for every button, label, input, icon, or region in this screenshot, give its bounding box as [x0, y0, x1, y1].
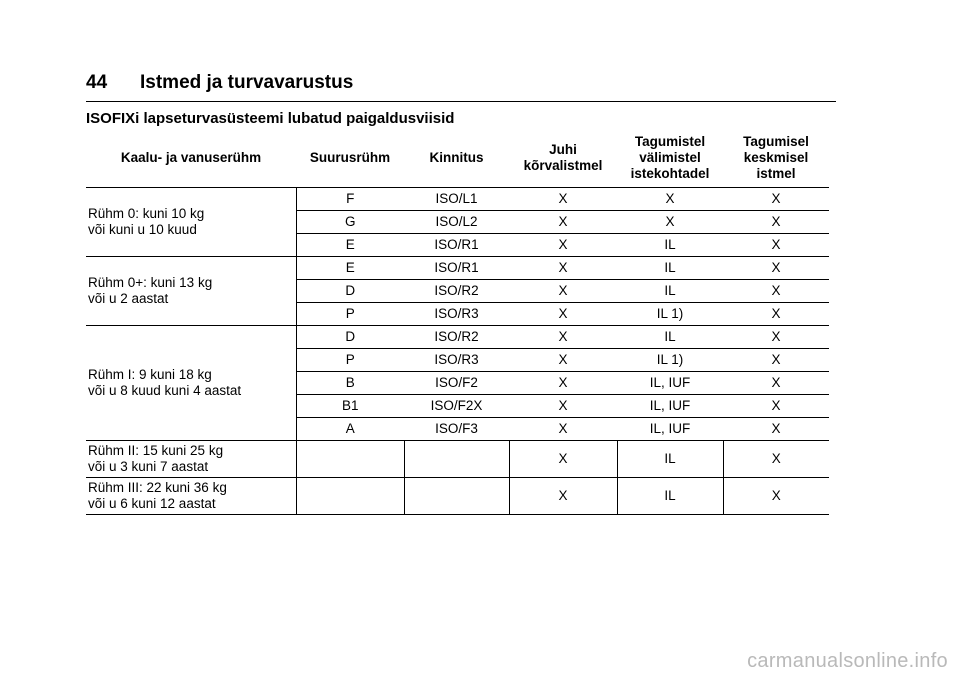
column-header-line: keskmisel [743, 149, 809, 165]
table-cell: P [296, 303, 404, 326]
group-label-cell [86, 188, 296, 257]
table-cell: X [509, 478, 617, 515]
table-body [86, 188, 829, 515]
table-cell: IL [617, 257, 723, 280]
table-cell [296, 441, 404, 478]
table-cell: X [509, 372, 617, 395]
table-cell: IL [617, 234, 723, 257]
table-cell: IL 1) [617, 303, 723, 326]
table-cell: D [296, 326, 404, 349]
table-cell: X [723, 418, 829, 441]
section-title: ISOFIXi lapseturvasüsteemi lubatud paigaldusviisid [86, 110, 455, 127]
table-cell: ISO/R3 [404, 303, 509, 326]
group-label-cell [86, 326, 296, 441]
table-cell: E [296, 257, 404, 280]
table-cell: X [509, 303, 617, 326]
table-cell: IL, IUF [617, 372, 723, 395]
column-header-line: Kinnitus [429, 149, 484, 165]
table-cell: X [509, 395, 617, 418]
table-cell: G [296, 211, 404, 234]
table-cell: P [296, 349, 404, 372]
table-cell [404, 478, 509, 515]
group-label-cell [86, 478, 296, 515]
isofix-table [86, 129, 829, 515]
column-header-line: istmel [756, 165, 796, 181]
table-cell: X [509, 188, 617, 211]
column-header-line: kõrvalistmel [523, 157, 603, 173]
table-cell: X [509, 349, 617, 372]
column-header [617, 129, 723, 188]
watermark: carmanualsonline.info [747, 650, 948, 672]
column-header-line: Tagumistel [634, 133, 706, 149]
column-header-line: Juhi [549, 141, 577, 157]
group-label-line: Rühm III: 22 kuni 36 kg [88, 480, 227, 495]
group-label-line: või u 3 kuni 7 aastat [88, 459, 209, 474]
table-cell: X [617, 211, 723, 234]
table-cell: F [296, 188, 404, 211]
table-cell: X [723, 188, 829, 211]
group-label-line: Rühm II: 15 kuni 25 kg [88, 443, 224, 458]
table-cell: X [617, 188, 723, 211]
group-label-line: või u 8 kuud kuni 4 aastat [88, 383, 242, 398]
table-cell: ISO/L1 [404, 188, 509, 211]
group-label-line: või u 2 aastat [88, 291, 169, 306]
table-cell: ISO/R2 [404, 326, 509, 349]
table-cell: IL, IUF [617, 418, 723, 441]
table-cell: ISO/R1 [404, 234, 509, 257]
table-cell: B1 [296, 395, 404, 418]
group-label-line: Rühm 0+: kuni 13 kg [88, 275, 213, 290]
table-cell: X [723, 395, 829, 418]
table-cell: IL [617, 478, 723, 515]
table-row [86, 441, 829, 478]
column-header [723, 129, 829, 188]
table-header-row [86, 129, 829, 188]
table-cell: X [723, 211, 829, 234]
table-cell: ISO/R3 [404, 349, 509, 372]
column-header [509, 129, 617, 188]
table-cell: IL [617, 326, 723, 349]
group-label-line: või u 6 kuni 12 aastat [88, 496, 216, 511]
table-cell: E [296, 234, 404, 257]
table-cell [296, 478, 404, 515]
table-cell: X [723, 234, 829, 257]
table-row [86, 478, 829, 515]
table-cell: IL, IUF [617, 395, 723, 418]
table-cell: IL 1) [617, 349, 723, 372]
column-header-line: välimistel [639, 149, 701, 165]
header-divider [86, 101, 836, 102]
column-header-line: Kaalu- ja vanuserühm [120, 149, 262, 165]
table-row [86, 188, 829, 211]
table-cell: ISO/R2 [404, 280, 509, 303]
table-cell: ISO/F3 [404, 418, 509, 441]
table-row [86, 326, 829, 349]
table-cell [404, 441, 509, 478]
table-cell: IL [617, 441, 723, 478]
column-header [296, 129, 404, 188]
table-cell: X [509, 257, 617, 280]
table-cell: IL [617, 280, 723, 303]
table-cell: B [296, 372, 404, 395]
table-cell: X [723, 441, 829, 478]
table-cell: ISO/R1 [404, 257, 509, 280]
table-cell: X [509, 441, 617, 478]
column-header-line: istekohtadel [630, 165, 710, 181]
table-cell: X [509, 280, 617, 303]
group-label-line: Rühm 0: kuni 10 kg [88, 206, 205, 221]
table-cell: D [296, 280, 404, 303]
table-cell: X [509, 418, 617, 441]
table-cell: X [723, 303, 829, 326]
table-cell: ISO/F2 [404, 372, 509, 395]
table-cell: A [296, 418, 404, 441]
column-header-line: Suurusrühm [309, 149, 391, 165]
group-label-cell [86, 441, 296, 478]
group-label-line: Rühm I: 9 kuni 18 kg [88, 367, 212, 382]
chapter-title: Istmed ja turvavarustus [140, 72, 354, 93]
group-label-line: või kuni u 10 kuud [88, 222, 197, 237]
page-number: 44 [86, 72, 108, 93]
column-header [404, 129, 509, 188]
column-header-line: Tagumisel [743, 133, 809, 149]
table-cell: X [509, 326, 617, 349]
table-cell: X [723, 326, 829, 349]
table-cell: ISO/F2X [404, 395, 509, 418]
table-cell: X [723, 280, 829, 303]
table-row [86, 257, 829, 280]
page-header [86, 72, 353, 94]
table-cell: X [509, 234, 617, 257]
table-cell: X [723, 372, 829, 395]
table-cell: X [723, 478, 829, 515]
column-header [86, 129, 296, 188]
group-label-cell [86, 257, 296, 326]
table-cell: ISO/L2 [404, 211, 509, 234]
table-cell: X [723, 349, 829, 372]
table-cell: X [509, 211, 617, 234]
table-cell: X [723, 257, 829, 280]
